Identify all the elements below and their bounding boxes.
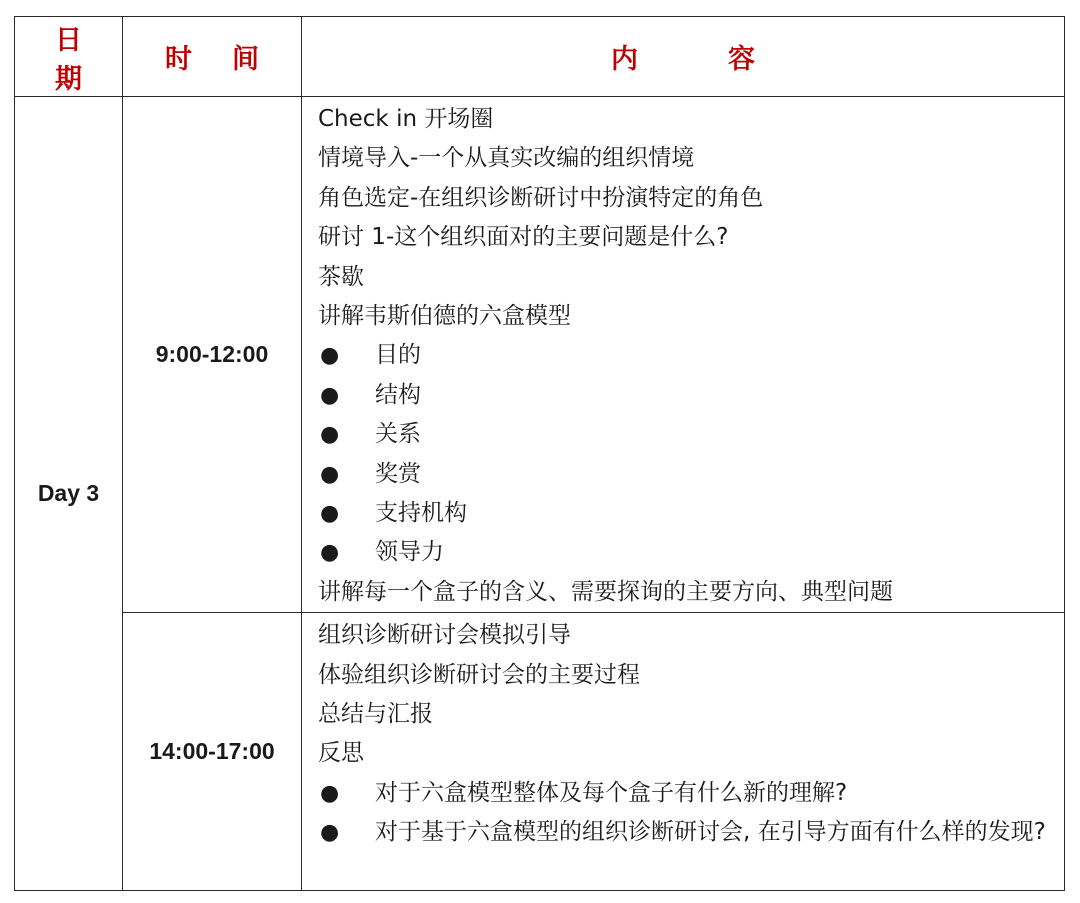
- bullet-text: 奖赏: [375, 460, 421, 487]
- day-cell: Day 3: [15, 97, 123, 891]
- bullet-item: [318, 376, 1064, 415]
- content-line: 角色选定-在组织诊断研讨中扮演特定的角色: [318, 184, 764, 211]
- bullet-icon: ●: [320, 382, 340, 408]
- bullet-icon: ●: [320, 343, 340, 369]
- content-line: 讲解每一个盒子的含义、需要探询的主要方向、典型问题: [318, 578, 893, 605]
- bullet-icon: ●: [320, 820, 340, 846]
- content-line: 茶歇: [318, 263, 364, 290]
- header-date: 日期: [15, 17, 123, 97]
- session-row-afternoon: [15, 613, 1065, 891]
- bullet-item: [318, 494, 1064, 533]
- bullet-text: 领导力: [375, 539, 444, 566]
- bullet-item: [318, 336, 1064, 375]
- content-line: 总结与汇报: [318, 700, 433, 727]
- bullet-text: 目的: [375, 342, 421, 369]
- time-cell-morning: 9:00-12:00: [123, 97, 302, 613]
- content-cell-afternoon: [302, 613, 1065, 891]
- content-line: 组织诊断研讨会模拟引导: [318, 622, 571, 649]
- bullet-text: 关系: [375, 421, 421, 448]
- bullet-item: [318, 455, 1064, 494]
- session-row-morning: [15, 97, 1065, 613]
- header-content: [302, 17, 1065, 97]
- bullet-text: 对于基于六盒模型的组织诊断研讨会, 在引导方面有什么样的发现?: [375, 819, 1046, 846]
- bullet-icon: ●: [320, 461, 340, 487]
- schedule-table: [14, 16, 1065, 891]
- bullet-icon: ●: [320, 500, 340, 526]
- header-row: [15, 17, 1065, 97]
- time-cell-afternoon: 14:00-17:00: [123, 613, 302, 891]
- content-cell-morning: [302, 97, 1065, 613]
- content-line: 研讨 1-这个组织面对的主要问题是什么?: [318, 224, 729, 251]
- content-line: Check in 开场圈: [318, 106, 494, 132]
- bullet-item: [318, 813, 1064, 852]
- content-line: 情境导入-一个从真实改编的组织情境: [318, 145, 695, 172]
- content-line: 反思: [318, 740, 364, 767]
- bullet-item: [318, 415, 1064, 454]
- bullet-text: 结构: [375, 381, 421, 408]
- header-content-right: 容: [728, 44, 755, 75]
- bullet-icon: ●: [320, 780, 340, 806]
- bullet-icon: ●: [320, 422, 340, 448]
- header-time: 时间: [123, 17, 302, 97]
- bullet-text: 对于六盒模型整体及每个盒子有什么新的理解?: [375, 779, 848, 806]
- bullet-text: 支持机构: [375, 499, 467, 526]
- content-line: 讲解韦斯伯德的六盒模型: [318, 302, 571, 329]
- bullet-item: [318, 533, 1064, 572]
- bullet-item: [318, 774, 1064, 813]
- content-line: 体验组织诊断研讨会的主要过程: [318, 661, 640, 688]
- bullet-icon: ●: [320, 540, 340, 566]
- header-content-left: 内: [611, 44, 638, 75]
